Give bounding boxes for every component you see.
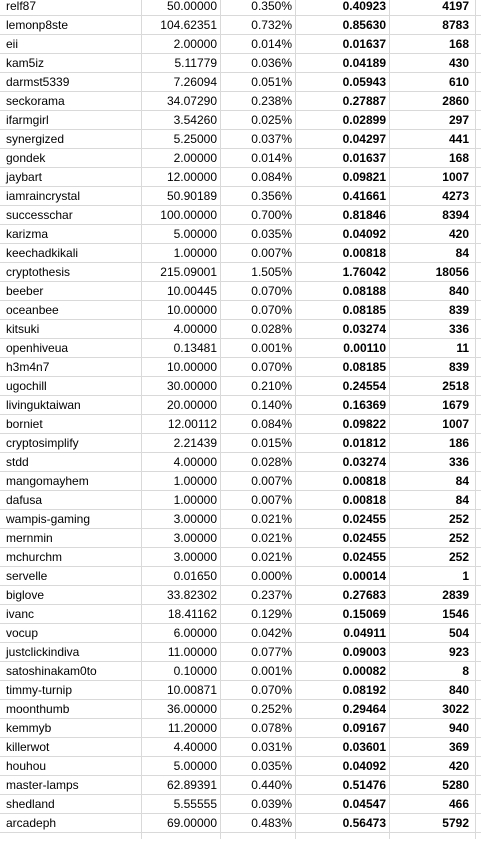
percent-cell[interactable]: 0.732% [221, 16, 296, 34]
table-row [0, 643, 481, 662]
table-row [0, 339, 481, 358]
username-cell[interactable]: stdd [0, 453, 142, 471]
value-cell[interactable]: 0.56473 [296, 814, 390, 832]
percent-cell[interactable]: 0.001% [221, 662, 296, 680]
value-cell[interactable]: 0.00818 [296, 244, 390, 262]
count-cell[interactable]: 84 [390, 491, 476, 509]
username-cell[interactable]: kemmyb [0, 719, 142, 737]
username-cell[interactable]: mangomayhem [0, 472, 142, 490]
value-cell[interactable]: 0.02455 [296, 529, 390, 547]
count-cell[interactable]: 8 [390, 662, 476, 680]
table-row [0, 510, 481, 529]
value-cell[interactable]: 0.04297 [296, 130, 390, 148]
value-cell[interactable]: 0.09003 [296, 643, 390, 661]
amount-cell[interactable]: 0.13481 [142, 339, 221, 357]
percent-cell[interactable]: 0.028% [221, 453, 296, 471]
table-row-partial [0, 833, 481, 839]
username-cell[interactable]: mchurchm [0, 548, 142, 566]
username-cell[interactable]: killerwot [0, 738, 142, 756]
table-row [0, 491, 481, 510]
username-cell[interactable]: beeber [0, 282, 142, 300]
username-cell[interactable]: jaybart [0, 168, 142, 186]
count-cell[interactable]: 420 [390, 225, 476, 243]
amount-cell[interactable]: 33.82302 [142, 586, 221, 604]
count-cell[interactable]: 420 [390, 757, 476, 775]
count-cell[interactable]: 252 [390, 510, 476, 528]
table-row [0, 624, 481, 643]
table-row [0, 73, 481, 92]
username-cell[interactable]: satoshinakam0to [0, 662, 142, 680]
count-cell[interactable]: 2518 [390, 377, 476, 395]
username-cell[interactable]: synergized [0, 130, 142, 148]
count-cell[interactable]: 466 [390, 795, 476, 813]
amount-cell[interactable]: 30.00000 [142, 377, 221, 395]
percent-cell[interactable]: 0.070% [221, 358, 296, 376]
table-row [0, 662, 481, 681]
amount-cell[interactable]: 3.00000 [142, 510, 221, 528]
username-cell[interactable]: seckorama [0, 92, 142, 110]
amount-cell[interactable]: 36.00000 [142, 700, 221, 718]
username-cell[interactable]: eii [0, 35, 142, 53]
percent-cell[interactable]: 0.237% [221, 586, 296, 604]
amount-cell[interactable]: 5.00000 [142, 757, 221, 775]
count-cell[interactable]: 8394 [390, 206, 476, 224]
percent-cell[interactable]: 0.007% [221, 244, 296, 262]
value-cell[interactable]: 0.51476 [296, 776, 390, 794]
value-cell[interactable]: 0.08185 [296, 358, 390, 376]
value-cell[interactable]: 0.04547 [296, 795, 390, 813]
value-cell[interactable]: 0.40923 [296, 0, 390, 15]
value-cell[interactable]: 0.00014 [296, 567, 390, 585]
table-row [0, 605, 481, 624]
amount-cell[interactable]: 215.09001 [142, 263, 221, 281]
table-row [0, 719, 481, 738]
table-row [0, 453, 481, 472]
username-cell[interactable]: livinguktaiwan [0, 396, 142, 414]
table-row [0, 396, 481, 415]
percent-cell[interactable]: 0.070% [221, 282, 296, 300]
amount-cell[interactable]: 12.00000 [142, 168, 221, 186]
value-cell[interactable]: 0.00818 [296, 491, 390, 509]
amount-cell[interactable]: 3.00000 [142, 548, 221, 566]
empty-cell[interactable] [390, 833, 476, 839]
username-cell[interactable]: cryptothesis [0, 263, 142, 281]
percent-cell[interactable]: 0.007% [221, 472, 296, 490]
value-cell[interactable]: 0.29464 [296, 700, 390, 718]
username-cell[interactable]: servelle [0, 567, 142, 585]
value-cell[interactable]: 0.04911 [296, 624, 390, 642]
empty-cell[interactable] [0, 833, 142, 839]
value-cell[interactable]: 0.00110 [296, 339, 390, 357]
username-cell[interactable]: karizma [0, 225, 142, 243]
count-cell[interactable]: 18056 [390, 263, 476, 281]
value-cell[interactable]: 0.09822 [296, 415, 390, 433]
percent-cell[interactable]: 0.084% [221, 415, 296, 433]
value-cell[interactable]: 0.02899 [296, 111, 390, 129]
percent-cell[interactable]: 0.077% [221, 643, 296, 661]
amount-cell[interactable]: 50.00000 [142, 0, 221, 15]
username-cell[interactable]: lemonp8ste [0, 16, 142, 34]
count-cell[interactable]: 923 [390, 643, 476, 661]
value-cell[interactable]: 0.41661 [296, 187, 390, 205]
username-cell[interactable]: wampis-gaming [0, 510, 142, 528]
percent-cell[interactable]: 0.021% [221, 548, 296, 566]
percent-cell[interactable]: 0.070% [221, 681, 296, 699]
amount-cell[interactable]: 5.11779 [142, 54, 221, 72]
value-cell[interactable]: 0.04189 [296, 54, 390, 72]
percent-cell[interactable]: 0.000% [221, 567, 296, 585]
percent-cell[interactable]: 0.252% [221, 700, 296, 718]
percent-cell[interactable]: 0.350% [221, 0, 296, 15]
amount-cell[interactable]: 10.00871 [142, 681, 221, 699]
count-cell[interactable]: 8783 [390, 16, 476, 34]
count-cell[interactable]: 168 [390, 149, 476, 167]
percent-cell[interactable]: 0.140% [221, 396, 296, 414]
percent-cell[interactable]: 1.505% [221, 263, 296, 281]
table-row [0, 681, 481, 700]
empty-cell[interactable] [296, 833, 390, 839]
percent-cell[interactable]: 0.078% [221, 719, 296, 737]
percent-cell[interactable]: 0.028% [221, 320, 296, 338]
username-cell[interactable]: ivanc [0, 605, 142, 623]
percent-cell[interactable]: 0.129% [221, 605, 296, 623]
percent-cell[interactable]: 0.031% [221, 738, 296, 756]
value-cell[interactable]: 0.15069 [296, 605, 390, 623]
value-cell[interactable]: 0.27683 [296, 586, 390, 604]
amount-cell[interactable]: 62.89391 [142, 776, 221, 794]
value-cell[interactable]: 0.03601 [296, 738, 390, 756]
percent-cell[interactable]: 0.210% [221, 377, 296, 395]
value-cell[interactable]: 0.02455 [296, 548, 390, 566]
table-row [0, 320, 481, 339]
value-cell[interactable]: 0.85630 [296, 16, 390, 34]
username-cell[interactable]: vocup [0, 624, 142, 642]
table-row [0, 700, 481, 719]
value-cell[interactable]: 0.08185 [296, 301, 390, 319]
percent-cell[interactable]: 0.035% [221, 757, 296, 775]
count-cell[interactable]: 252 [390, 529, 476, 547]
table-row [0, 548, 481, 567]
count-cell[interactable]: 336 [390, 320, 476, 338]
table-row [0, 54, 481, 73]
username-cell[interactable]: borniet [0, 415, 142, 433]
count-cell[interactable]: 940 [390, 719, 476, 737]
percent-cell[interactable]: 0.014% [221, 35, 296, 53]
percent-cell[interactable]: 0.014% [221, 149, 296, 167]
percent-cell[interactable]: 0.084% [221, 168, 296, 186]
value-cell[interactable]: 0.02455 [296, 510, 390, 528]
empty-cell[interactable] [221, 833, 296, 839]
username-cell[interactable]: justclickindiva [0, 643, 142, 661]
amount-cell[interactable]: 4.00000 [142, 320, 221, 338]
percent-cell[interactable]: 0.070% [221, 301, 296, 319]
username-cell[interactable]: darmst5339 [0, 73, 142, 91]
count-cell[interactable]: 441 [390, 130, 476, 148]
amount-cell[interactable]: 5.55555 [142, 795, 221, 813]
amount-cell[interactable]: 5.25000 [142, 130, 221, 148]
username-cell[interactable]: openhiveua [0, 339, 142, 357]
count-cell[interactable]: 5792 [390, 814, 476, 832]
table-row [0, 187, 481, 206]
table-row [0, 263, 481, 282]
amount-cell[interactable]: 3.54260 [142, 111, 221, 129]
count-cell[interactable]: 4197 [390, 0, 476, 15]
percent-cell[interactable]: 0.042% [221, 624, 296, 642]
username-cell[interactable]: kitsuki [0, 320, 142, 338]
value-cell[interactable]: 0.05943 [296, 73, 390, 91]
table-row [0, 377, 481, 396]
count-cell[interactable]: 610 [390, 73, 476, 91]
table-row [0, 168, 481, 187]
count-cell[interactable]: 504 [390, 624, 476, 642]
amount-cell[interactable]: 1.00000 [142, 244, 221, 262]
count-cell[interactable]: 4273 [390, 187, 476, 205]
username-cell[interactable]: timmy-turnip [0, 681, 142, 699]
table-row [0, 529, 481, 548]
count-cell[interactable]: 1679 [390, 396, 476, 414]
value-cell[interactable]: 0.03274 [296, 453, 390, 471]
amount-cell[interactable]: 50.90189 [142, 187, 221, 205]
amount-cell[interactable]: 1.00000 [142, 491, 221, 509]
username-cell[interactable]: oceanbee [0, 301, 142, 319]
table-row [0, 567, 481, 586]
count-cell[interactable]: 168 [390, 35, 476, 53]
empty-cell[interactable] [142, 833, 221, 839]
username-cell[interactable]: mernmin [0, 529, 142, 547]
amount-cell[interactable]: 2.00000 [142, 149, 221, 167]
table-row [0, 795, 481, 814]
amount-cell[interactable]: 5.00000 [142, 225, 221, 243]
count-cell[interactable]: 297 [390, 111, 476, 129]
table-row [0, 301, 481, 320]
amount-cell[interactable]: 34.07290 [142, 92, 221, 110]
username-cell[interactable]: gondek [0, 149, 142, 167]
value-cell[interactable]: 0.08192 [296, 681, 390, 699]
table-row [0, 130, 481, 149]
amount-cell[interactable]: 20.00000 [142, 396, 221, 414]
value-cell[interactable]: 0.00082 [296, 662, 390, 680]
amount-cell[interactable]: 100.00000 [142, 206, 221, 224]
amount-cell[interactable]: 69.00000 [142, 814, 221, 832]
table-row [0, 358, 481, 377]
count-cell[interactable]: 336 [390, 453, 476, 471]
value-cell[interactable]: 0.01637 [296, 35, 390, 53]
username-cell[interactable]: kam5iz [0, 54, 142, 72]
amount-cell[interactable]: 7.26094 [142, 73, 221, 91]
percent-cell[interactable]: 0.356% [221, 187, 296, 205]
count-cell[interactable]: 3022 [390, 700, 476, 718]
amount-cell[interactable]: 6.00000 [142, 624, 221, 642]
value-cell[interactable]: 0.81846 [296, 206, 390, 224]
count-cell[interactable]: 839 [390, 358, 476, 376]
amount-cell[interactable]: 3.00000 [142, 529, 221, 547]
username-cell[interactable]: master-lamps [0, 776, 142, 794]
amount-cell[interactable]: 11.20000 [142, 719, 221, 737]
username-cell[interactable]: shedland [0, 795, 142, 813]
username-cell[interactable]: moonthumb [0, 700, 142, 718]
amount-cell[interactable]: 1.00000 [142, 472, 221, 490]
count-cell[interactable]: 252 [390, 548, 476, 566]
percent-cell[interactable]: 0.036% [221, 54, 296, 72]
value-cell[interactable]: 0.00818 [296, 472, 390, 490]
percent-cell[interactable]: 0.440% [221, 776, 296, 794]
percent-cell[interactable]: 0.007% [221, 491, 296, 509]
table-row [0, 472, 481, 491]
amount-cell[interactable]: 104.62351 [142, 16, 221, 34]
percent-cell[interactable]: 0.025% [221, 111, 296, 129]
table-row [0, 16, 481, 35]
amount-cell[interactable]: 0.10000 [142, 662, 221, 680]
amount-cell[interactable]: 12.00112 [142, 415, 221, 433]
username-cell[interactable]: houhou [0, 757, 142, 775]
table-row [0, 415, 481, 434]
table-row [0, 225, 481, 244]
amount-cell[interactable]: 2.00000 [142, 35, 221, 53]
value-cell[interactable]: 0.01637 [296, 149, 390, 167]
count-cell[interactable]: 84 [390, 244, 476, 262]
amount-cell[interactable]: 4.00000 [142, 453, 221, 471]
count-cell[interactable]: 1 [390, 567, 476, 585]
value-cell[interactable]: 0.01812 [296, 434, 390, 452]
percent-cell[interactable]: 0.021% [221, 510, 296, 528]
username-cell[interactable]: successchar [0, 206, 142, 224]
table-row [0, 35, 481, 54]
count-cell[interactable]: 2860 [390, 92, 476, 110]
count-cell[interactable]: 5280 [390, 776, 476, 794]
value-cell[interactable]: 0.16369 [296, 396, 390, 414]
value-cell[interactable]: 1.76042 [296, 263, 390, 281]
amount-cell[interactable]: 18.41162 [142, 605, 221, 623]
amount-cell[interactable]: 10.00000 [142, 358, 221, 376]
table-row [0, 757, 481, 776]
username-cell[interactable]: arcadeph [0, 814, 142, 832]
username-cell[interactable]: keechadkikali [0, 244, 142, 262]
amount-cell[interactable]: 10.00445 [142, 282, 221, 300]
count-cell[interactable]: 839 [390, 301, 476, 319]
value-cell[interactable]: 0.08188 [296, 282, 390, 300]
value-cell[interactable]: 0.04092 [296, 225, 390, 243]
table-row [0, 92, 481, 111]
amount-cell[interactable]: 10.00000 [142, 301, 221, 319]
count-cell[interactable]: 840 [390, 282, 476, 300]
value-cell[interactable]: 0.03274 [296, 320, 390, 338]
count-cell[interactable]: 369 [390, 738, 476, 756]
table-row [0, 282, 481, 301]
username-cell[interactable]: dafusa [0, 491, 142, 509]
count-cell[interactable]: 11 [390, 339, 476, 357]
percent-cell[interactable]: 0.238% [221, 92, 296, 110]
percent-cell[interactable]: 0.015% [221, 434, 296, 452]
username-cell[interactable]: ifarmgirl [0, 111, 142, 129]
count-cell[interactable]: 840 [390, 681, 476, 699]
percent-cell[interactable]: 0.051% [221, 73, 296, 91]
username-cell[interactable]: h3m4n7 [0, 358, 142, 376]
table-row [0, 206, 481, 225]
table-row [0, 814, 481, 833]
count-cell[interactable]: 1007 [390, 168, 476, 186]
value-cell[interactable]: 0.09167 [296, 719, 390, 737]
percent-cell[interactable]: 0.483% [221, 814, 296, 832]
count-cell[interactable]: 1007 [390, 415, 476, 433]
value-cell[interactable]: 0.04092 [296, 757, 390, 775]
percent-cell[interactable]: 0.700% [221, 206, 296, 224]
amount-cell[interactable]: 2.21439 [142, 434, 221, 452]
table-row [0, 244, 481, 263]
username-cell[interactable]: cryptosimplify [0, 434, 142, 452]
count-cell[interactable]: 84 [390, 472, 476, 490]
table-row [0, 586, 481, 605]
value-cell[interactable]: 0.27887 [296, 92, 390, 110]
amount-cell[interactable]: 11.00000 [142, 643, 221, 661]
username-cell[interactable]: biglove [0, 586, 142, 604]
table-row [0, 149, 481, 168]
table-row [0, 738, 481, 757]
table-row [0, 776, 481, 795]
amount-cell[interactable]: 0.01650 [142, 567, 221, 585]
table-row [0, 0, 481, 16]
username-cell[interactable]: ugochill [0, 377, 142, 395]
table-row [0, 434, 481, 453]
count-cell[interactable]: 430 [390, 54, 476, 72]
username-cell[interactable]: relf87 [0, 0, 142, 15]
percent-cell[interactable]: 0.037% [221, 130, 296, 148]
count-cell[interactable]: 2839 [390, 586, 476, 604]
value-cell[interactable]: 0.09821 [296, 168, 390, 186]
percent-cell[interactable]: 0.021% [221, 529, 296, 547]
username-cell[interactable]: iamraincrystal [0, 187, 142, 205]
percent-cell[interactable]: 0.039% [221, 795, 296, 813]
count-cell[interactable]: 1546 [390, 605, 476, 623]
table-row [0, 111, 481, 130]
percent-cell[interactable]: 0.001% [221, 339, 296, 357]
count-cell[interactable]: 186 [390, 434, 476, 452]
amount-cell[interactable]: 4.40000 [142, 738, 221, 756]
percent-cell[interactable]: 0.035% [221, 225, 296, 243]
value-cell[interactable]: 0.24554 [296, 377, 390, 395]
